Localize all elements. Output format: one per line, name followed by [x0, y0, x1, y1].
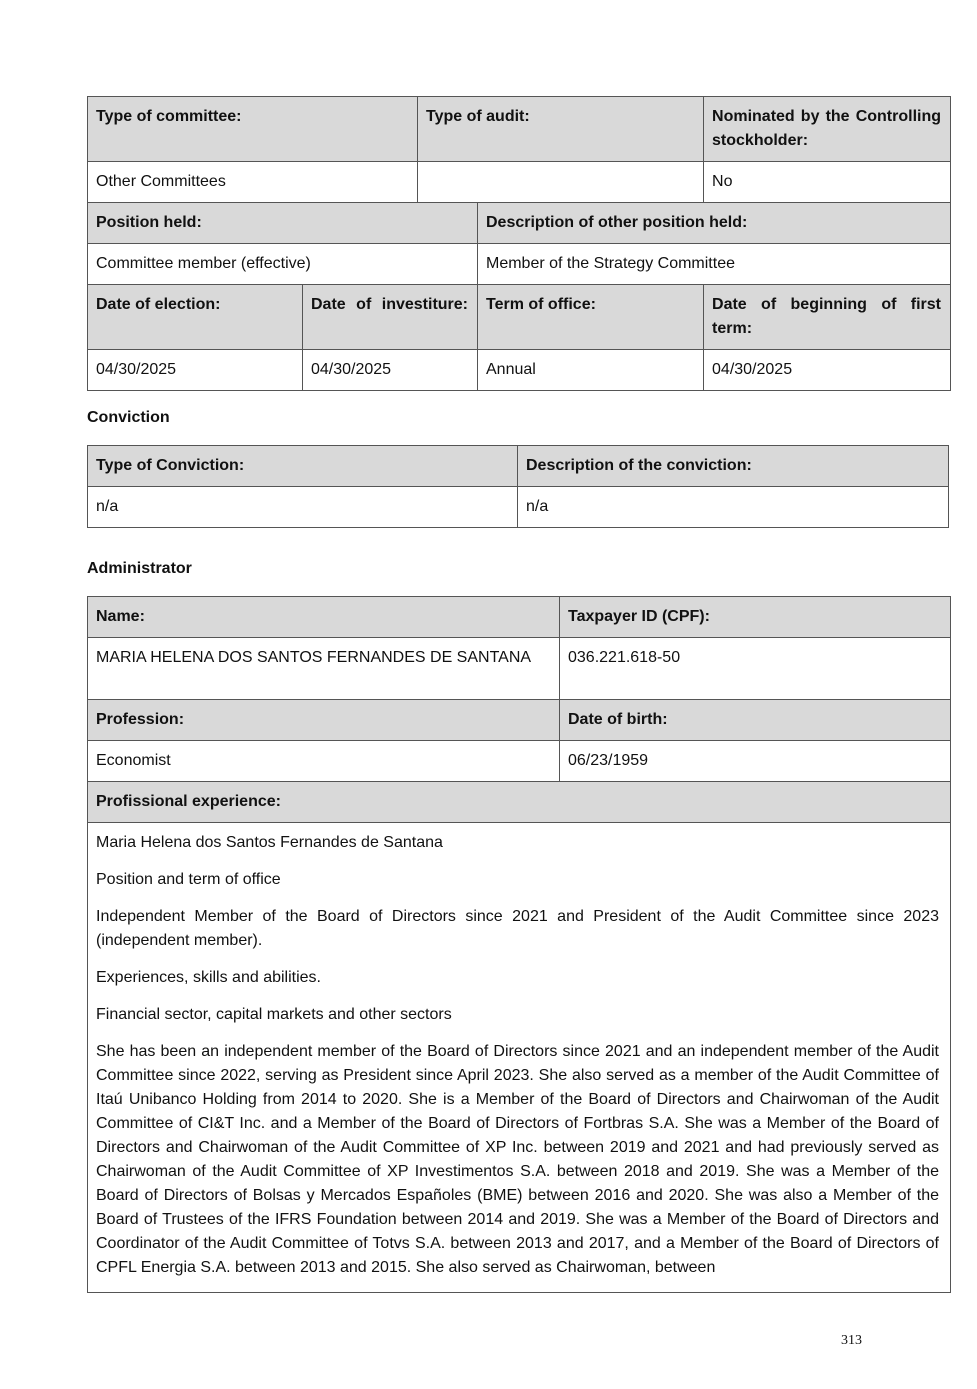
- date-of-birth-value: 06/23/1959: [560, 741, 951, 782]
- term-of-office-label: Term of office:: [478, 285, 704, 350]
- profession-value: Economist: [88, 741, 560, 782]
- experience-paragraph: Independent Member of the Board of Directors since 2021 and President of the Audit Committee since 2023 (independent member).: [96, 908, 939, 949]
- page-number: 313: [841, 1333, 862, 1348]
- type-of-conviction-label: Type of Conviction:: [88, 446, 518, 487]
- conviction-heading: Conviction: [87, 409, 170, 426]
- administrator-heading: Administrator: [87, 560, 192, 577]
- experience-paragraph: Position and term of office: [96, 871, 281, 888]
- committee-table: [87, 96, 951, 391]
- description-of-conviction-value: n/a: [518, 487, 949, 528]
- nominated-value: No: [704, 162, 951, 203]
- name-value: MARIA HELENA DOS SANTOS FERNANDES DE SANTANA: [88, 638, 560, 700]
- type-of-conviction-value: n/a: [88, 487, 518, 528]
- date-of-election-value: 04/30/2025: [88, 350, 303, 391]
- experience-paragraph: She has been an independent member of the Board of Directors since 2021 and an independent member of the Audit Committee since 2022, serving as President since April 2023. She also served as a member of the Audit Committee of Itaú Unibanco Holding from 2014 to 2020. She is a Member of the Board of Directors and Chairwoman of the Audit Committee of CI&T Inc. and a Member of the Board of Directors of Fortbras S.A. She was a Member of the Board of Directors and Chairwoman of the Audit Committee of XP Inc. between 2019 and 2021 and had previously served as Chairwoman of the Audit Committee of XP Investimentos S.A. between 2018 and 2019. She was a Member of the Board of Directors of Bolsas y Mercados Españoles (BME) between 2016 and 2020. She was also a Member of the Board of Trustees of the IFRS Foundation between 2014 and 2019. She was a Member of the Board of Directors and Coordinator of the Audit Committee of Totvs S.A. between 2013 and 2017, and a Member of the Board of Directors of CPFL Energia S.A. between 2013 and 2015. She also served as Chairwoman, between: [96, 1043, 939, 1276]
- conviction-table: [87, 445, 949, 528]
- date-beginning-first-term-value: 04/30/2025: [704, 350, 951, 391]
- experience-paragraph: Experiences, skills and abilities.: [96, 969, 321, 986]
- experience-paragraph: Financial sector, capital markets and other sectors: [96, 1006, 452, 1023]
- nominated-label: Nominated by the Controlling stockholder:: [704, 97, 951, 162]
- date-of-election-label: Date of election:: [88, 285, 303, 350]
- name-label: Name:: [88, 597, 560, 638]
- description-other-position-label: Description of other position held:: [478, 203, 951, 244]
- cpf-label: Taxpayer ID (CPF):: [560, 597, 951, 638]
- administrator-table: [87, 596, 951, 1293]
- experience-content: [88, 823, 951, 1293]
- experience-label: Profissional experience:: [88, 782, 951, 823]
- term-of-office-value: Annual: [478, 350, 704, 391]
- description-of-conviction-label: Description of the conviction:: [518, 446, 949, 487]
- profession-label: Profession:: [88, 700, 560, 741]
- type-of-audit-value: [418, 162, 704, 203]
- position-held-value: Committee member (effective): [88, 244, 478, 285]
- cpf-value: 036.221.618-50: [560, 638, 951, 700]
- type-of-committee-value: Other Committees: [88, 162, 418, 203]
- date-of-investiture-value: 04/30/2025: [303, 350, 478, 391]
- description-other-position-value: Member of the Strategy Committee: [478, 244, 951, 285]
- date-of-birth-label: Date of birth:: [560, 700, 951, 741]
- experience-paragraph: Maria Helena dos Santos Fernandes de Santana: [96, 834, 443, 851]
- position-held-label: Position held:: [88, 203, 478, 244]
- date-of-investiture-label: Date of investiture:: [303, 285, 478, 350]
- date-beginning-first-term-label: Date of beginning of first term:: [704, 285, 951, 350]
- type-of-audit-label: Type of audit:: [418, 97, 704, 162]
- type-of-committee-label: Type of committee:: [88, 97, 418, 162]
